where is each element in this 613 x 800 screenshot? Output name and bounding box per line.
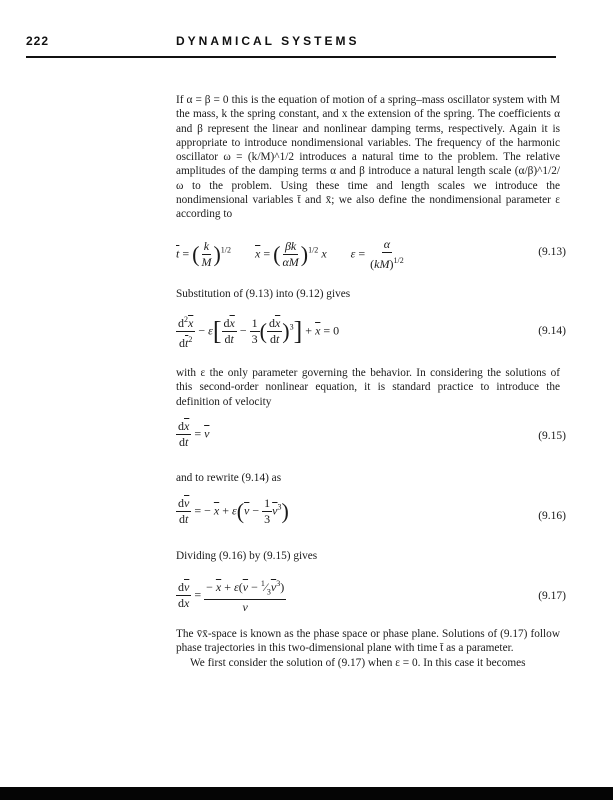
- equation-9-14-body: $\frac{d^2\overline{x}}{d\overline{t}^2}$ − ε[ $\frac{d\overline{x}}{d\overline{t}}$ − $\frac{1}{3}$ ( $\frac{d\overline{x}}{d\overline{t}}$ )$^3] + \overline{x} = 0$: [178, 315, 340, 350]
- equation-9-13: [176, 232, 566, 276]
- equation-number: (9.17): [538, 590, 566, 602]
- paragraph-phase-space: [176, 627, 560, 670]
- running-title: DYNAMICAL SYSTEMS: [176, 34, 360, 48]
- equation-9-15: [176, 420, 566, 456]
- equation-9-17-body: $\frac{d\overline{v}}{d\overline{x}}$ = $\frac{- \overline{x} + \varepsilon(\overline{v} - ^1⁄_3\overline{v}^3)}{v}$: [178, 579, 285, 615]
- paragraph-rewrite-text: and to rewrite (9.14) as: [176, 472, 282, 484]
- equation-number: (9.14): [538, 325, 566, 337]
- equation-number: (9.15): [538, 430, 566, 442]
- paragraph-rewrite: [176, 471, 560, 485]
- page-number: 222: [26, 34, 50, 48]
- paragraph-intro-text: If α = β = 0 this is the equation of motion of a spring–mass oscillator system with M the mass, k the spring constant, and x the extension of the spring. The coefficients α and β represent the linear and nonlinear damping terms, respectively. Again it is appropriate to introduce nondimensional variables. The frequency of the harmonic oscillator ω = (k/M)^1/2 introduces a natural time to the problem. The relative amplitudes of the damping terms α and β introduce a natural length scale (α/β)^1/2/ω to the problem. Using these time and length scales we introduce the nondimensional variables t̄ and x̄; we also define the nondimensional parameter ε according to: [176, 94, 560, 221]
- paragraph-dividing: [176, 549, 560, 563]
- equation-9-16: [176, 497, 566, 537]
- paragraph-dividing-text: Dividing (9.16) by (9.15) gives: [176, 550, 318, 562]
- paragraph-substitution: [176, 287, 560, 301]
- equation-9-16-body: $\frac{d\overline{v}}{d\overline{t}}$ = − $\overline{x} + \varepsilon(\overline{v}$ − $\frac{1}{3}$ $\overline{v}^3$): [178, 496, 289, 526]
- paragraph-velocity: [176, 366, 560, 409]
- paragraph-intro: [176, 93, 560, 222]
- equation-number: (9.13): [538, 246, 566, 258]
- paragraph-phase-space-text: The v̄x̄-space is known as the phase space or phase plane. Solutions of (9.17) follow phase trajectories in this two-dimensional plane with time t̄ as a parameter.: [176, 628, 560, 655]
- header-rule: [26, 56, 556, 58]
- equation-9-15-body: $\frac{d\overline{x}}{d\overline{t}}$ = $\overline{v}$: [178, 419, 210, 449]
- paragraph-substitution-text: Substitution of (9.13) into (9.12) gives: [176, 288, 351, 300]
- paragraph-velocity-text: with ε the only parameter governing the behavior. In considering the solutions of this second-order nonlinear equation, it is standard practice to introduce the definition of velocity: [176, 367, 560, 408]
- equation-9-13-body: $\overline{t}$ = ( $\frac{k}{M}$ )$^{1/2}$ $\overline{x}$ = ( $\frac{\beta k}{\alpha M}$ )$^{1/2}$ x ε = $\frac{\alpha}{(kM)^{1/2}}$: [176, 237, 404, 271]
- equation-9-14: [176, 313, 566, 355]
- equation-9-17: [176, 577, 566, 617]
- running-header: [26, 34, 556, 54]
- equation-number: (9.16): [538, 510, 566, 522]
- page-bottom-bar: [0, 787, 613, 800]
- paragraph-epsilon-zero-text: We first consider the solution of (9.17) when ε = 0. In this case it becomes: [190, 656, 526, 669]
